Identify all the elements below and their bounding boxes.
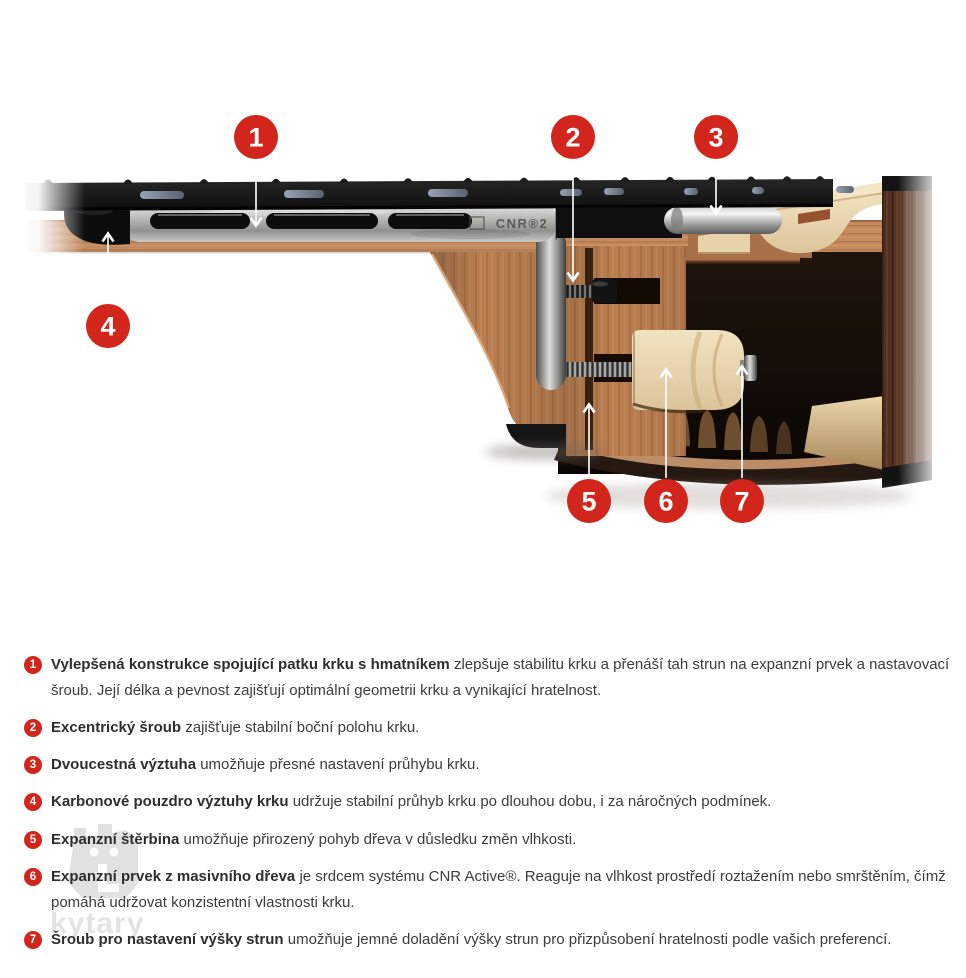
svg-text:4: 4	[100, 311, 116, 342]
legend-item-3	[24, 752, 952, 778]
svg-text:5: 5	[581, 486, 597, 517]
legend-bullet-1: 1	[24, 656, 42, 674]
svg-text:CNR®2: CNR®2	[495, 216, 549, 231]
legend-term-3: Dvoucestná výztuha	[51, 756, 197, 773]
callout-3	[694, 115, 738, 159]
svg-text:2: 2	[565, 122, 581, 153]
legend-item-1	[24, 652, 952, 704]
callout-6	[644, 479, 688, 523]
legend-bullet-4: 4	[24, 793, 42, 811]
svg-text:1: 1	[248, 122, 264, 153]
callout-4	[86, 304, 130, 348]
callout-5	[567, 479, 611, 523]
legend-desc-7: umožňuje jemné doladění výšky strun pro přizpůsobení hratelnosti podle vašich preferencí.	[287, 931, 892, 948]
callout-1	[234, 115, 278, 159]
legend-desc-2: zajišťuje stabilní boční polohu krku.	[185, 719, 420, 736]
legend-bullet-7: 7	[24, 931, 42, 949]
legend-item-7	[24, 927, 952, 953]
legend-bullet-5: 5	[24, 831, 42, 849]
legend-bullet-6: 6	[24, 868, 42, 886]
truss-rod	[664, 207, 782, 234]
watermark-text: kytary	[50, 907, 145, 940]
legend-desc-4: udržuje stabilní průhyb krku po dlouhou dobu, i za náročných podmínek.	[292, 793, 772, 810]
right-fade	[898, 140, 966, 560]
legend-desc-5: umožňuje přirozený pohyb dřeva v důsledku změn vlhkosti.	[183, 831, 577, 848]
legend-term-6: Expanzní prvek z masivního dřeva	[51, 868, 296, 885]
legend-bullet-3: 3	[24, 756, 42, 774]
legend-item-2	[24, 715, 952, 741]
expansion-element	[632, 330, 744, 412]
callout-2	[551, 115, 595, 159]
left-fade	[0, 150, 85, 530]
legend-item-6	[24, 864, 952, 916]
legend-item-4	[24, 789, 952, 815]
legend-term-4: Karbonové pouzdro výztuhy krku	[51, 793, 289, 810]
legend-desc-1: zlepšuje stabilitu krku a přenáší tah strun na expanzní prvek a nastavovací šroub. Její délka a pevnost zajišťují optimální geometrii krku a vynikající hratelnost.	[51, 656, 950, 699]
heel-shadow	[485, 444, 605, 460]
svg-text:7: 7	[734, 486, 750, 517]
legend-term-5: Expanzní štěrbina	[51, 831, 180, 848]
legend-item-5	[24, 827, 952, 853]
legend-desc-3: umožňuje přesné nastavení průhybu krku.	[200, 756, 480, 773]
svg-text:3: 3	[708, 122, 724, 153]
legend-term-7: Šroub pro nastavení výšky strun	[51, 931, 284, 948]
legend-term-1: Vylepšená konstrukce spojující patku krku s hmatníkem	[51, 656, 450, 673]
legend-bullet-2: 2	[24, 719, 42, 737]
legend-desc-6: je srdcem systému CNR Active®. Reaguje na vlhkost prostředí roztažením nebo smrštěním, čímž pomáhá udržovat konzistentní vlastnosti krku.	[51, 868, 946, 911]
svg-text:6: 6	[658, 486, 674, 517]
callout-7	[720, 479, 764, 523]
legend-term-2: Excentrický šroub	[51, 719, 182, 736]
cnr-frame-leg	[536, 228, 566, 390]
